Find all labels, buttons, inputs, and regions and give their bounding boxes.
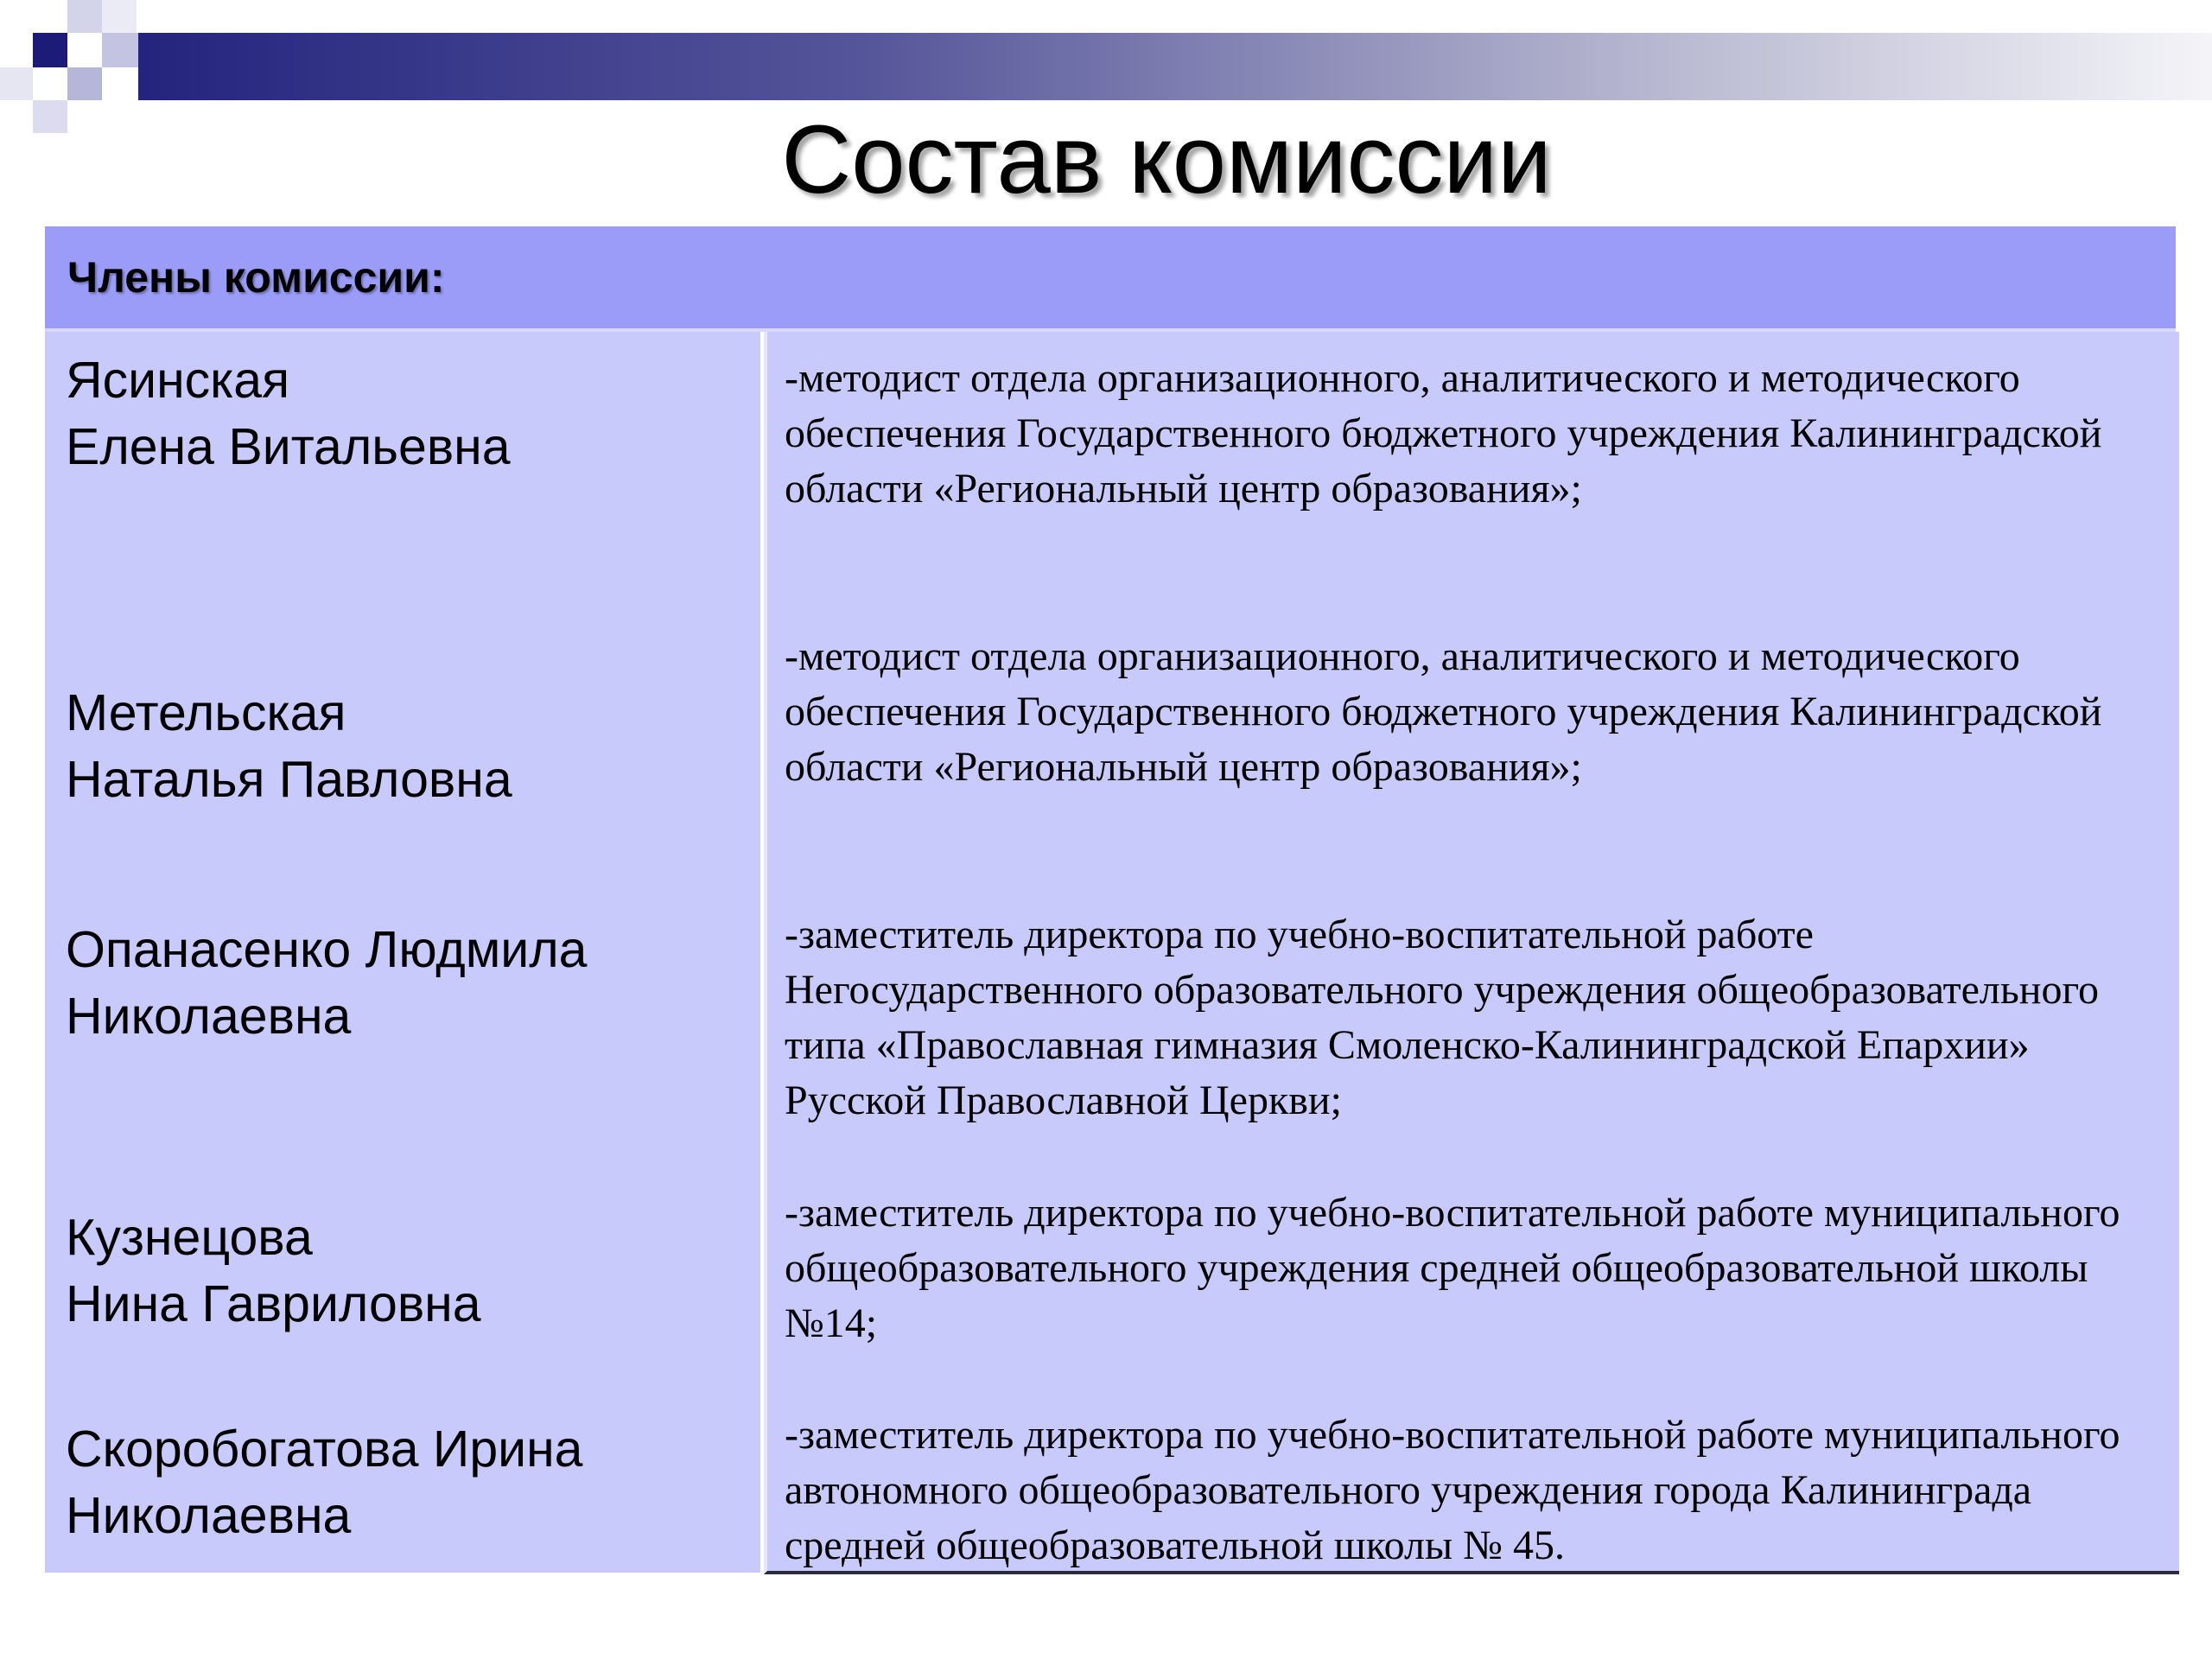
decor-square [102,33,138,67]
table-header-label: Члены комиссии: [67,253,445,302]
decor-square [0,67,33,100]
member-name-line: Опанасенко Людмила [66,921,588,978]
member-roles-column [764,332,2179,1574]
decor-square [67,0,102,33]
member-role: -заместитель директора по учебно-воспитательной работе Негосударственного образовательного учреждения общеобразовательного типа «Православная гимназия Смоленско-Калининградской Епархии» Русской Православной Церкви; [785,912,2099,1123]
member-name [66,1205,481,1338]
decor-square [33,33,67,67]
member-role: -методист отдела организационного, аналитического и методического обеспечения Государственного бюджетного учреждения Калининградской области «Региональный центр образования»; [785,355,2102,512]
member-name-line: Николаевна [66,988,352,1045]
member-name-line: Метельская [66,684,346,741]
member-name-line: Николаевна [66,1487,352,1544]
member-name-line: Скоробогатова Ирина [66,1421,583,1478]
slide-title: Состав комиссии [781,105,1552,213]
member-name [66,680,512,813]
header-gradient-band [138,33,2212,100]
table-header [45,226,2176,332]
member-name-line: Нина Гавриловна [66,1275,481,1332]
member-name [66,1416,583,1549]
member-names-column [45,332,760,1573]
member-name [66,917,587,1050]
member-name-line: Наталья Павловна [66,751,512,808]
member-name-line: Елена Витальевна [66,418,511,475]
member-role: -заместитель директора по учебно-воспитательной работе муниципального автономного общеобразовательного учреждения города Калининграда средней общеобразовательной школы № 45. [785,1412,2120,1568]
member-name-line: Кузнецова [66,1209,313,1266]
decor-square [67,67,102,100]
member-role: -методист отдела организационного, аналитического и методического обеспечения Государственного бюджетного учреждения Калининградской области «Региональный центр образования»; [785,633,2102,790]
decor-square [102,0,137,33]
member-name [66,347,511,480]
member-name-line: Ясинская [66,352,290,409]
member-role: -заместитель директора по учебно-воспитательной работе муниципального общеобразовательного учреждения средней общеобразовательной школы №14; [785,1190,2120,1346]
